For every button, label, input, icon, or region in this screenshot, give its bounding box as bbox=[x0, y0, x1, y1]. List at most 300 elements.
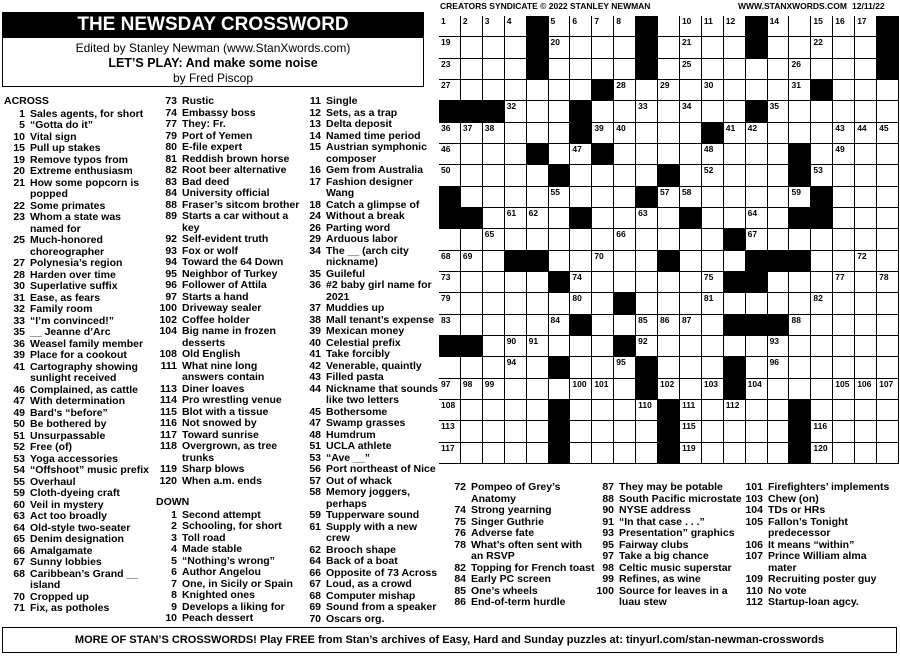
grid-cell[interactable] bbox=[592, 357, 614, 378]
grid-cell[interactable] bbox=[724, 421, 746, 442]
grid-cell[interactable] bbox=[592, 37, 614, 58]
grid-cell[interactable] bbox=[439, 272, 461, 293]
grid-cell[interactable] bbox=[614, 16, 636, 37]
grid-cell[interactable] bbox=[658, 187, 680, 208]
clue-item[interactable] bbox=[742, 517, 897, 540]
grid-cell[interactable] bbox=[549, 16, 571, 37]
grid-cell[interactable] bbox=[746, 379, 768, 400]
grid-cell[interactable] bbox=[592, 443, 614, 464]
grid-cell[interactable] bbox=[768, 229, 790, 250]
grid-cell[interactable] bbox=[461, 229, 483, 250]
grid-cell[interactable] bbox=[461, 357, 483, 378]
grid-cell[interactable] bbox=[746, 229, 768, 250]
grid-cell[interactable] bbox=[768, 59, 790, 80]
grid-cell[interactable] bbox=[746, 80, 768, 101]
grid-cell[interactable] bbox=[746, 293, 768, 314]
grid-cell[interactable] bbox=[505, 187, 527, 208]
grid-cell[interactable] bbox=[768, 123, 790, 144]
grid-cell[interactable] bbox=[636, 80, 658, 101]
grid-cell[interactable] bbox=[636, 251, 658, 272]
grid-cell[interactable] bbox=[702, 400, 724, 421]
grid-cell[interactable] bbox=[636, 400, 658, 421]
grid-cell[interactable] bbox=[658, 293, 680, 314]
grid-cell[interactable] bbox=[855, 251, 877, 272]
grid-cell[interactable] bbox=[768, 165, 790, 186]
grid-cell[interactable] bbox=[592, 251, 614, 272]
grid-cell[interactable] bbox=[833, 336, 855, 357]
grid-cell[interactable] bbox=[789, 59, 811, 80]
grid-cell[interactable] bbox=[570, 187, 592, 208]
grid-cell[interactable] bbox=[592, 421, 614, 442]
grid-cell[interactable] bbox=[680, 123, 702, 144]
grid-cell[interactable] bbox=[439, 123, 461, 144]
grid-cell[interactable] bbox=[527, 293, 549, 314]
grid-cell[interactable] bbox=[527, 187, 549, 208]
grid-cell[interactable] bbox=[789, 123, 811, 144]
grid-cell[interactable] bbox=[833, 59, 855, 80]
grid-cell[interactable] bbox=[505, 400, 527, 421]
grid-cell[interactable] bbox=[833, 208, 855, 229]
grid-cell[interactable] bbox=[461, 165, 483, 186]
grid-cell[interactable] bbox=[658, 101, 680, 122]
grid-cell[interactable] bbox=[483, 357, 505, 378]
grid-cell[interactable] bbox=[461, 272, 483, 293]
grid-cell[interactable] bbox=[877, 443, 899, 464]
grid-cell[interactable] bbox=[483, 144, 505, 165]
grid-cell[interactable] bbox=[680, 443, 702, 464]
grid-cell[interactable] bbox=[592, 379, 614, 400]
grid-cell[interactable] bbox=[549, 187, 571, 208]
grid-cell[interactable] bbox=[527, 272, 549, 293]
grid-cell[interactable] bbox=[549, 336, 571, 357]
grid-cell[interactable] bbox=[658, 16, 680, 37]
grid-cell[interactable] bbox=[505, 123, 527, 144]
grid-cell[interactable] bbox=[702, 16, 724, 37]
grid-cell[interactable] bbox=[855, 101, 877, 122]
grid-cell[interactable] bbox=[614, 165, 636, 186]
grid-cell[interactable] bbox=[855, 379, 877, 400]
grid-cell[interactable] bbox=[636, 443, 658, 464]
grid-cell[interactable] bbox=[833, 229, 855, 250]
grid-cell[interactable] bbox=[789, 37, 811, 58]
grid-cell[interactable] bbox=[439, 251, 461, 272]
grid-cell[interactable] bbox=[768, 293, 790, 314]
grid-cell[interactable] bbox=[768, 336, 790, 357]
grid-cell[interactable] bbox=[680, 357, 702, 378]
grid-cell[interactable] bbox=[549, 293, 571, 314]
grid-cell[interactable] bbox=[702, 293, 724, 314]
grid-cell[interactable] bbox=[439, 80, 461, 101]
clue-item[interactable] bbox=[742, 551, 897, 574]
clue-item[interactable] bbox=[445, 597, 595, 609]
grid-cell[interactable] bbox=[658, 315, 680, 336]
grid-cell[interactable] bbox=[724, 37, 746, 58]
grid-cell[interactable] bbox=[789, 101, 811, 122]
grid-cell[interactable] bbox=[483, 165, 505, 186]
grid-cell[interactable] bbox=[811, 165, 833, 186]
grid-cell[interactable] bbox=[680, 80, 702, 101]
grid-cell[interactable] bbox=[549, 59, 571, 80]
grid-cell[interactable] bbox=[549, 144, 571, 165]
grid-cell[interactable] bbox=[680, 379, 702, 400]
grid-cell[interactable] bbox=[833, 315, 855, 336]
grid-cell[interactable] bbox=[833, 144, 855, 165]
grid-cell[interactable] bbox=[570, 379, 592, 400]
clue-item[interactable] bbox=[156, 361, 301, 384]
grid-cell[interactable] bbox=[636, 101, 658, 122]
grid-cell[interactable] bbox=[702, 144, 724, 165]
grid-cell[interactable] bbox=[702, 101, 724, 122]
grid-cell[interactable] bbox=[746, 123, 768, 144]
grid-cell[interactable] bbox=[614, 80, 636, 101]
grid-cell[interactable] bbox=[833, 80, 855, 101]
grid-cell[interactable] bbox=[505, 101, 527, 122]
grid-cell[interactable] bbox=[483, 315, 505, 336]
grid-cell[interactable] bbox=[461, 315, 483, 336]
grid-cell[interactable] bbox=[833, 123, 855, 144]
grid-cell[interactable] bbox=[461, 187, 483, 208]
clue-item[interactable] bbox=[4, 235, 154, 258]
grid-cell[interactable] bbox=[811, 421, 833, 442]
grid-cell[interactable] bbox=[636, 123, 658, 144]
grid-cell[interactable] bbox=[724, 208, 746, 229]
grid-cell[interactable] bbox=[483, 293, 505, 314]
grid-cell[interactable] bbox=[549, 37, 571, 58]
grid-cell[interactable] bbox=[439, 443, 461, 464]
grid-cell[interactable] bbox=[483, 336, 505, 357]
grid-cell[interactable] bbox=[702, 272, 724, 293]
grid-cell[interactable] bbox=[614, 315, 636, 336]
grid-cell[interactable] bbox=[833, 400, 855, 421]
grid-cell[interactable] bbox=[483, 421, 505, 442]
grid-cell[interactable] bbox=[811, 336, 833, 357]
grid-cell[interactable] bbox=[592, 315, 614, 336]
grid-cell[interactable] bbox=[505, 59, 527, 80]
grid-cell[interactable] bbox=[789, 80, 811, 101]
grid-cell[interactable] bbox=[592, 165, 614, 186]
grid-cell[interactable] bbox=[833, 187, 855, 208]
grid-cell[interactable] bbox=[877, 229, 899, 250]
clue-item[interactable] bbox=[4, 465, 154, 477]
grid-cell[interactable] bbox=[768, 208, 790, 229]
grid-cell[interactable] bbox=[439, 357, 461, 378]
clue-item[interactable] bbox=[4, 603, 154, 615]
grid-cell[interactable] bbox=[614, 357, 636, 378]
grid-cell[interactable] bbox=[855, 293, 877, 314]
clue-item[interactable] bbox=[300, 441, 440, 453]
grid-cell[interactable] bbox=[658, 379, 680, 400]
grid-cell[interactable] bbox=[527, 315, 549, 336]
grid-cell[interactable] bbox=[614, 37, 636, 58]
grid-cell[interactable] bbox=[658, 336, 680, 357]
grid-cell[interactable] bbox=[811, 59, 833, 80]
clue-item[interactable] bbox=[300, 177, 440, 200]
grid-cell[interactable] bbox=[680, 400, 702, 421]
grid-cell[interactable] bbox=[636, 229, 658, 250]
grid-cell[interactable] bbox=[483, 443, 505, 464]
clue-item[interactable] bbox=[300, 487, 440, 510]
grid-cell[interactable] bbox=[658, 59, 680, 80]
grid-cell[interactable] bbox=[658, 144, 680, 165]
grid-cell[interactable] bbox=[505, 37, 527, 58]
grid-cell[interactable] bbox=[483, 187, 505, 208]
grid-cell[interactable] bbox=[811, 16, 833, 37]
grid-cell[interactable] bbox=[811, 229, 833, 250]
grid-cell[interactable] bbox=[570, 16, 592, 37]
grid-cell[interactable] bbox=[636, 293, 658, 314]
grid-cell[interactable] bbox=[461, 144, 483, 165]
grid-cell[interactable] bbox=[614, 400, 636, 421]
grid-cell[interactable] bbox=[855, 336, 877, 357]
grid-cell[interactable] bbox=[811, 251, 833, 272]
grid-cell[interactable] bbox=[461, 16, 483, 37]
grid-cell[interactable] bbox=[789, 16, 811, 37]
grid-cell[interactable] bbox=[505, 336, 527, 357]
grid-cell[interactable] bbox=[877, 379, 899, 400]
grid-cell[interactable] bbox=[855, 187, 877, 208]
grid-cell[interactable] bbox=[768, 379, 790, 400]
grid-cell[interactable] bbox=[570, 421, 592, 442]
grid-cell[interactable] bbox=[570, 272, 592, 293]
grid-cell[interactable] bbox=[811, 400, 833, 421]
grid-cell[interactable] bbox=[833, 379, 855, 400]
grid-cell[interactable] bbox=[789, 315, 811, 336]
grid-cell[interactable] bbox=[789, 272, 811, 293]
grid-cell[interactable] bbox=[855, 208, 877, 229]
grid-cell[interactable] bbox=[855, 272, 877, 293]
grid-cell[interactable] bbox=[724, 187, 746, 208]
clue-item[interactable] bbox=[300, 246, 440, 269]
grid-cell[interactable] bbox=[702, 80, 724, 101]
grid-cell[interactable] bbox=[592, 59, 614, 80]
grid-cell[interactable] bbox=[768, 421, 790, 442]
grid-cell[interactable] bbox=[877, 315, 899, 336]
grid-cell[interactable] bbox=[724, 123, 746, 144]
grid-cell[interactable] bbox=[549, 101, 571, 122]
clue-item[interactable] bbox=[300, 614, 440, 626]
grid-cell[interactable] bbox=[855, 421, 877, 442]
grid-cell[interactable] bbox=[549, 379, 571, 400]
grid-cell[interactable] bbox=[724, 80, 746, 101]
grid-cell[interactable] bbox=[702, 229, 724, 250]
grid-cell[interactable] bbox=[527, 208, 549, 229]
grid-cell[interactable] bbox=[877, 251, 899, 272]
grid-cell[interactable] bbox=[680, 293, 702, 314]
grid-cell[interactable] bbox=[592, 208, 614, 229]
grid-cell[interactable] bbox=[746, 421, 768, 442]
clue-item[interactable] bbox=[4, 178, 154, 201]
grid-cell[interactable] bbox=[877, 272, 899, 293]
grid-cell[interactable] bbox=[746, 165, 768, 186]
grid-cell[interactable] bbox=[702, 59, 724, 80]
grid-cell[interactable] bbox=[724, 251, 746, 272]
clue-item[interactable] bbox=[156, 476, 301, 488]
grid-cell[interactable] bbox=[768, 272, 790, 293]
clue-item[interactable] bbox=[445, 540, 595, 563]
grid-cell[interactable] bbox=[636, 144, 658, 165]
grid-cell[interactable] bbox=[570, 400, 592, 421]
grid-cell[interactable] bbox=[505, 379, 527, 400]
grid-cell[interactable] bbox=[592, 123, 614, 144]
grid-cell[interactable] bbox=[636, 336, 658, 357]
clue-item[interactable] bbox=[156, 326, 301, 349]
grid-cell[interactable] bbox=[570, 293, 592, 314]
clue-item[interactable] bbox=[300, 384, 440, 407]
grid-cell[interactable] bbox=[614, 59, 636, 80]
grid-cell[interactable] bbox=[768, 187, 790, 208]
grid-cell[interactable] bbox=[483, 400, 505, 421]
grid-cell[interactable] bbox=[877, 400, 899, 421]
grid-cell[interactable] bbox=[855, 443, 877, 464]
grid-cell[interactable] bbox=[592, 272, 614, 293]
grid-cell[interactable] bbox=[570, 165, 592, 186]
grid-cell[interactable] bbox=[527, 443, 549, 464]
grid-cell[interactable] bbox=[768, 357, 790, 378]
grid-cell[interactable] bbox=[614, 144, 636, 165]
grid-cell[interactable] bbox=[461, 443, 483, 464]
clue-item[interactable] bbox=[4, 362, 154, 385]
grid-cell[interactable] bbox=[680, 59, 702, 80]
grid-cell[interactable] bbox=[833, 101, 855, 122]
grid-cell[interactable] bbox=[505, 357, 527, 378]
grid-cell[interactable] bbox=[570, 80, 592, 101]
grid-cell[interactable] bbox=[570, 251, 592, 272]
grid-cell[interactable] bbox=[833, 165, 855, 186]
grid-cell[interactable] bbox=[505, 208, 527, 229]
grid-cell[interactable] bbox=[549, 229, 571, 250]
grid-cell[interactable] bbox=[570, 37, 592, 58]
grid-cell[interactable] bbox=[439, 421, 461, 442]
grid-cell[interactable] bbox=[702, 336, 724, 357]
grid-cell[interactable] bbox=[505, 315, 527, 336]
grid-cell[interactable] bbox=[483, 123, 505, 144]
grid-cell[interactable] bbox=[527, 80, 549, 101]
grid-cell[interactable] bbox=[877, 144, 899, 165]
grid-cell[interactable] bbox=[461, 37, 483, 58]
clue-item[interactable] bbox=[4, 431, 154, 443]
grid-cell[interactable] bbox=[592, 336, 614, 357]
grid-cell[interactable] bbox=[483, 229, 505, 250]
clue-item[interactable] bbox=[445, 482, 595, 505]
grid-cell[interactable] bbox=[439, 165, 461, 186]
grid-cell[interactable] bbox=[724, 293, 746, 314]
grid-cell[interactable] bbox=[746, 59, 768, 80]
grid-cell[interactable] bbox=[592, 101, 614, 122]
grid-cell[interactable] bbox=[680, 37, 702, 58]
grid-cell[interactable] bbox=[461, 400, 483, 421]
grid-cell[interactable] bbox=[461, 379, 483, 400]
clue-item[interactable] bbox=[156, 211, 301, 234]
grid-cell[interactable] bbox=[483, 272, 505, 293]
grid-cell[interactable] bbox=[592, 400, 614, 421]
grid-cell[interactable] bbox=[877, 187, 899, 208]
grid-cell[interactable] bbox=[505, 165, 527, 186]
grid-cell[interactable] bbox=[877, 357, 899, 378]
grid-cell[interactable] bbox=[483, 80, 505, 101]
grid-cell[interactable] bbox=[702, 165, 724, 186]
grid-cell[interactable] bbox=[724, 59, 746, 80]
grid-cell[interactable] bbox=[483, 37, 505, 58]
grid-cell[interactable] bbox=[877, 165, 899, 186]
clue-item[interactable] bbox=[742, 597, 897, 609]
grid-cell[interactable] bbox=[483, 379, 505, 400]
grid-cell[interactable] bbox=[483, 208, 505, 229]
grid-cell[interactable] bbox=[833, 272, 855, 293]
grid-cell[interactable] bbox=[811, 101, 833, 122]
grid-cell[interactable] bbox=[483, 59, 505, 80]
grid-cell[interactable] bbox=[636, 315, 658, 336]
grid-cell[interactable] bbox=[811, 123, 833, 144]
clue-item[interactable] bbox=[300, 522, 440, 545]
grid-cell[interactable] bbox=[724, 400, 746, 421]
grid-cell[interactable] bbox=[680, 315, 702, 336]
grid-cell[interactable] bbox=[527, 357, 549, 378]
grid-cell[interactable] bbox=[549, 208, 571, 229]
grid-cell[interactable] bbox=[461, 251, 483, 272]
grid-cell[interactable] bbox=[768, 144, 790, 165]
grid-cell[interactable] bbox=[505, 144, 527, 165]
grid-cell[interactable] bbox=[614, 421, 636, 442]
grid-cell[interactable] bbox=[505, 443, 527, 464]
grid-cell[interactable] bbox=[855, 400, 877, 421]
grid-cell[interactable] bbox=[549, 315, 571, 336]
grid-cell[interactable] bbox=[789, 293, 811, 314]
grid-cell[interactable] bbox=[527, 400, 549, 421]
clue-item[interactable] bbox=[593, 586, 743, 609]
grid-cell[interactable] bbox=[614, 379, 636, 400]
grid-cell[interactable] bbox=[811, 443, 833, 464]
grid-cell[interactable] bbox=[746, 357, 768, 378]
grid-cell[interactable] bbox=[833, 443, 855, 464]
grid-cell[interactable] bbox=[855, 357, 877, 378]
grid-cell[interactable] bbox=[855, 37, 877, 58]
grid-cell[interactable] bbox=[877, 208, 899, 229]
grid-cell[interactable] bbox=[483, 16, 505, 37]
grid-cell[interactable] bbox=[680, 421, 702, 442]
grid-cell[interactable] bbox=[439, 379, 461, 400]
grid-cell[interactable] bbox=[724, 144, 746, 165]
grid-cell[interactable] bbox=[658, 80, 680, 101]
grid-cell[interactable] bbox=[461, 80, 483, 101]
grid-cell[interactable] bbox=[811, 315, 833, 336]
grid-cell[interactable] bbox=[592, 229, 614, 250]
grid-cell[interactable] bbox=[527, 421, 549, 442]
grid-cell[interactable] bbox=[658, 37, 680, 58]
grid-cell[interactable] bbox=[614, 229, 636, 250]
grid-cell[interactable] bbox=[877, 123, 899, 144]
grid-cell[interactable] bbox=[855, 229, 877, 250]
grid-cell[interactable] bbox=[461, 421, 483, 442]
clue-item[interactable] bbox=[156, 521, 301, 533]
grid-cell[interactable] bbox=[527, 165, 549, 186]
grid-cell[interactable] bbox=[549, 80, 571, 101]
clue-item[interactable] bbox=[742, 482, 897, 494]
grid-cell[interactable] bbox=[592, 187, 614, 208]
grid-cell[interactable] bbox=[461, 123, 483, 144]
grid-cell[interactable] bbox=[746, 400, 768, 421]
grid-cell[interactable] bbox=[439, 37, 461, 58]
grid-cell[interactable] bbox=[811, 272, 833, 293]
grid-cell[interactable] bbox=[527, 101, 549, 122]
grid-cell[interactable] bbox=[592, 293, 614, 314]
grid-cell[interactable] bbox=[724, 101, 746, 122]
grid-cell[interactable] bbox=[724, 16, 746, 37]
grid-cell[interactable] bbox=[636, 165, 658, 186]
grid-cell[interactable] bbox=[680, 16, 702, 37]
grid-cell[interactable] bbox=[636, 421, 658, 442]
grid-cell[interactable] bbox=[527, 379, 549, 400]
clue-item[interactable] bbox=[156, 613, 301, 625]
